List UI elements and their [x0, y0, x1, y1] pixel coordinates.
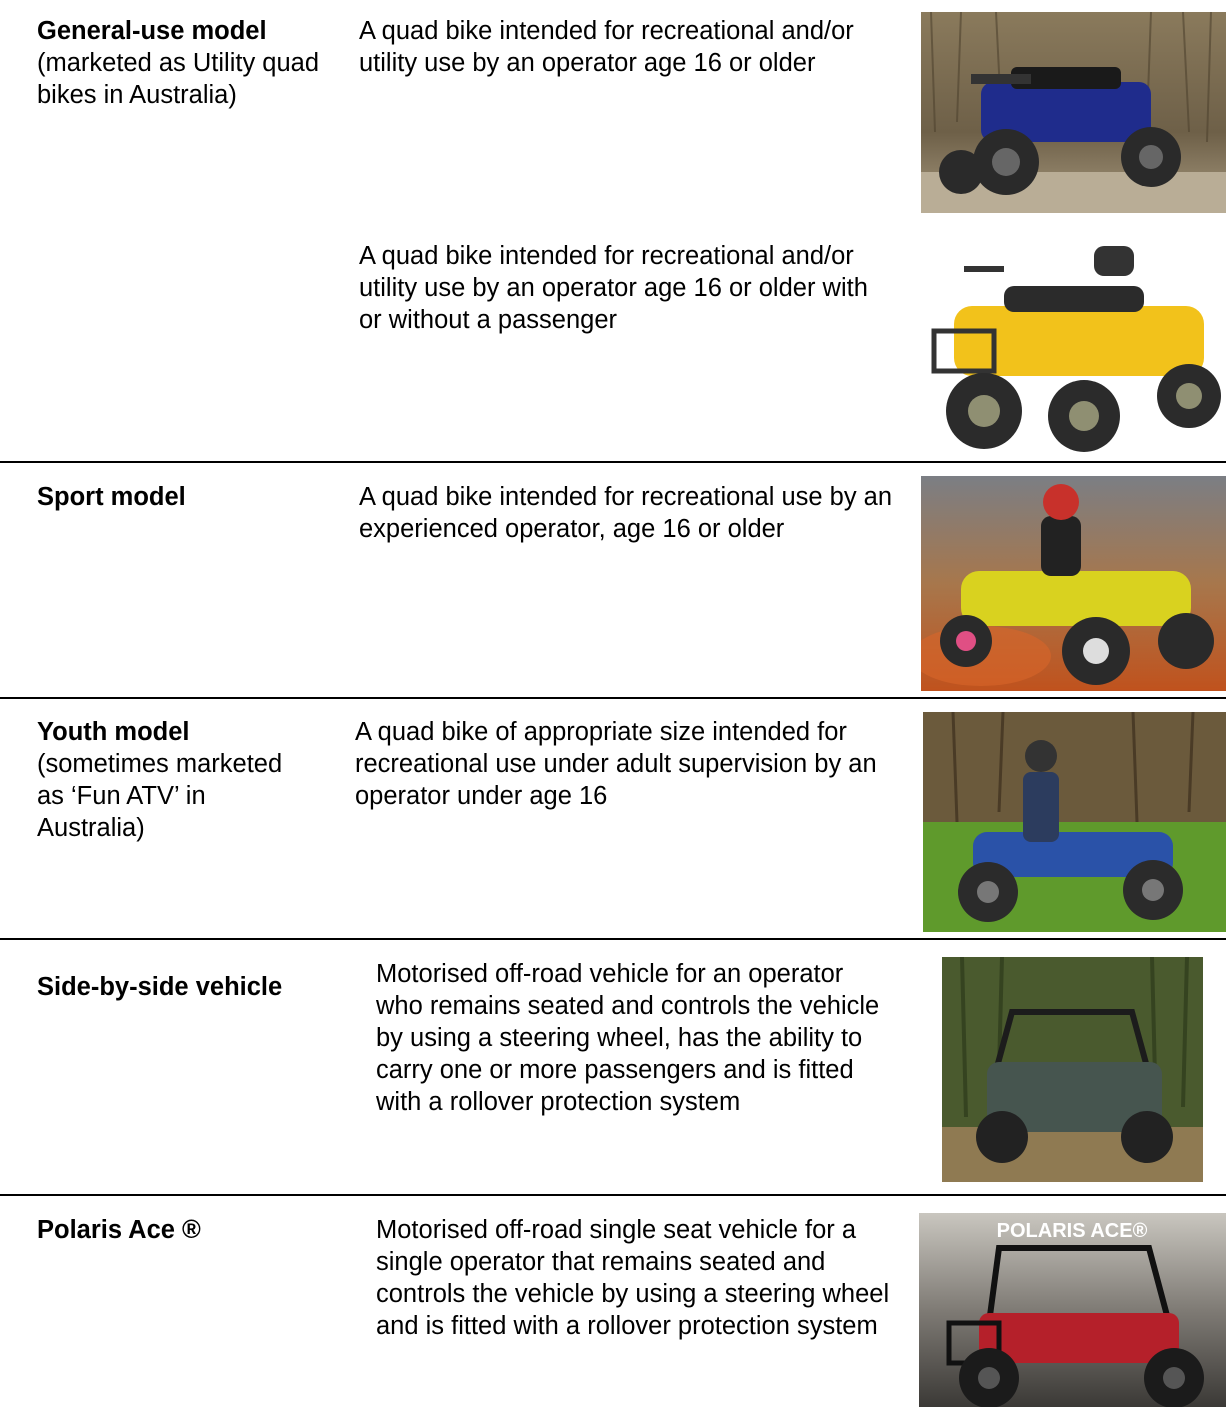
category-polaris-ace: [37, 1214, 337, 1246]
category-note: (sometimes marketed as ‘Fun ATV’ in Australia): [37, 750, 283, 842]
photo-side-by-side-vehicle: [942, 957, 1203, 1182]
category-name: General-use model: [37, 17, 267, 45]
category-name: Polaris Ace ®: [37, 1216, 201, 1244]
photo-yellow-quad-bike: [924, 236, 1226, 455]
row-divider: [0, 697, 1226, 699]
photo-polaris-ace-vehicle: [919, 1213, 1226, 1407]
row-divider: [0, 1194, 1226, 1196]
category-name: Sport model: [37, 483, 186, 511]
photo-youth-quad-bike: [923, 712, 1226, 932]
category-youth: [37, 716, 307, 844]
row-divider: [0, 938, 1226, 940]
description-sport: A quad bike intended for recreational use by an experienced operator, age 16 or older: [359, 483, 893, 543]
polaris-ace-caption: POLARIS ACE®: [996, 1220, 1148, 1242]
description-side-by-side: Motorised off-road vehicle for an operator who remains seated and controls the vehicle by using a steering wheel, has the ability to carry one or more passengers and is fitted with a rollover protection system: [376, 960, 880, 1116]
category-sport: [37, 481, 337, 513]
description-youth: A quad bike of appropriate size intended for recreational use under adult supervision by an operator under age 16: [355, 718, 877, 810]
photo-blue-quad-bike: [921, 12, 1226, 213]
category-name: Side-by-side vehicle: [37, 973, 283, 1001]
description-general-use-2: A quad bike intended for recreational and/or utility use by an operator age 16 or older with or without a passenger: [359, 242, 868, 334]
description-general-use-1: A quad bike intended for recreational and/or utility use by an operator age 16 or older: [359, 17, 854, 77]
category-name: Youth model: [37, 718, 190, 746]
description-polaris-ace: Motorised off-road single seat vehicle for a single operator that remains seated and controls the vehicle by using a steering wheel and is fitted with a rollover protection system: [376, 1216, 890, 1340]
row-divider: [0, 461, 1226, 463]
category-note: (marketed as Utility quad bikes in Australia): [37, 49, 320, 109]
category-side-by-side: [37, 971, 337, 1003]
photo-sport-quad-bike: [921, 476, 1226, 691]
category-general-use: [37, 15, 337, 111]
